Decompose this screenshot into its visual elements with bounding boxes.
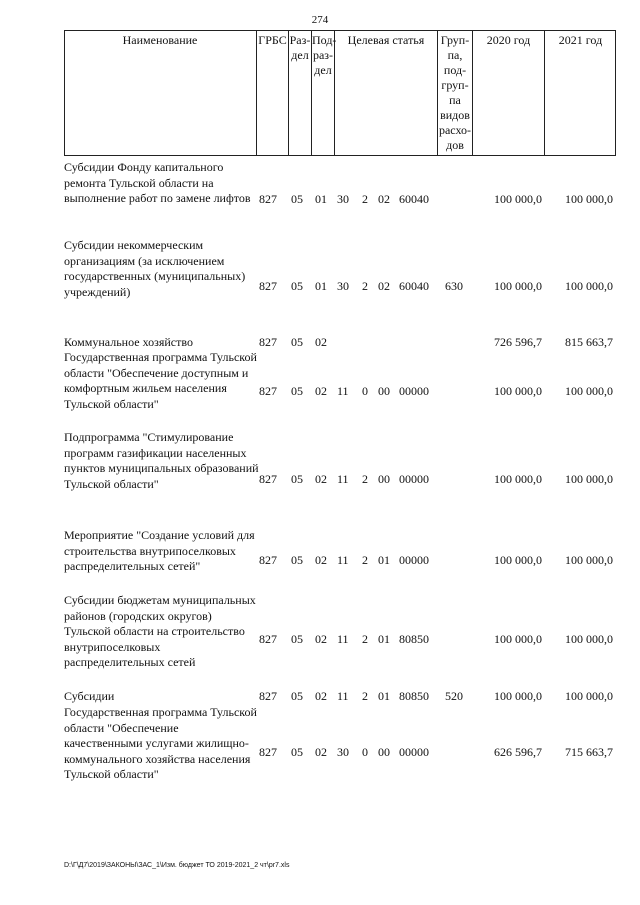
row-razdel: 05 — [291, 335, 303, 349]
row-name: Государственная программа Тульской области "Обеспечение доступным и комфортным жильем населения Тульской области" — [64, 350, 257, 411]
row-podrazdel: 02 — [315, 689, 327, 703]
row-grbs: 827 — [259, 335, 277, 349]
row-target-1: 11 — [337, 472, 349, 486]
row-podrazdel: 01 — [315, 279, 327, 293]
row-grbs: 827 — [259, 472, 277, 486]
row-razdel: 05 — [291, 689, 303, 703]
header-grbs: ГРБС — [256, 30, 288, 156]
row-podrazdel: 01 — [315, 192, 327, 206]
row-target-3: 01 — [378, 632, 390, 646]
table-header — [64, 30, 616, 156]
row-target-3: 02 — [378, 192, 390, 206]
header-target: Целевая статья — [334, 30, 437, 156]
row-name: Субсидии Фонду капитального ремонта Тульской области на выполнение работ по замене лифтов — [64, 160, 251, 205]
row-2021: 100 000,0 — [565, 192, 613, 206]
row-target-3: 00 — [378, 472, 390, 486]
file-path-footer: D:\Г\Д7\2019\ЗАКОНЫ\ЗАС_1\Изм. бюджет ТО 2019-2021_2 чт\pr7.xls — [64, 862, 290, 869]
page-number: 274 — [311, 14, 329, 26]
row-razdel: 05 — [291, 553, 303, 567]
row-2020: 100 000,0 — [494, 689, 542, 703]
row-grbs: 827 — [259, 279, 277, 293]
row-target-3: 01 — [378, 689, 390, 703]
row-target-1: 11 — [337, 689, 349, 703]
row-2021: 100 000,0 — [565, 632, 613, 646]
row-target-2: 2 — [362, 192, 368, 206]
row-target-2: 0 — [362, 384, 368, 398]
row-target-2: 0 — [362, 745, 368, 759]
row-name: Подпрограмма "Стимулирование программ газификации населенных пунктов муниципальных образований Тульской области" — [64, 430, 259, 491]
row-razdel: 05 — [291, 745, 303, 759]
row-target-4: 00000 — [399, 472, 429, 486]
header-razdel: Раз-дел — [288, 30, 311, 156]
row-target-2: 2 — [362, 632, 368, 646]
row-name: Субсидии — [64, 689, 115, 703]
row-target-4: 00000 — [399, 384, 429, 398]
row-2021: 100 000,0 — [565, 472, 613, 486]
row-2021: 815 663,7 — [565, 335, 613, 349]
row-name: Субсидии некоммерческим организациям (за исключением государственных (муниципальных) учреждений) — [64, 238, 246, 299]
row-target-1: 30 — [337, 745, 349, 759]
row-razdel: 05 — [291, 279, 303, 293]
row-grbs: 827 — [259, 745, 277, 759]
row-podrazdel: 02 — [315, 745, 327, 759]
row-2020: 626 596,7 — [494, 745, 542, 759]
row-target-1: 30 — [337, 192, 349, 206]
row-2020: 726 596,7 — [494, 335, 542, 349]
row-name: Мероприятие "Создание условий для строительства внутрипоселковых распределительных сетей" — [64, 528, 255, 573]
row-2021: 100 000,0 — [565, 689, 613, 703]
row-name: Субсидии бюджетам муниципальных районов (городских округов) Тульской области на строительство внутрипоселковых распределительных сетей — [64, 593, 256, 669]
row-target-4: 00000 — [399, 553, 429, 567]
row-2020: 100 000,0 — [494, 279, 542, 293]
row-target-2: 2 — [362, 689, 368, 703]
row-target-3: 02 — [378, 279, 390, 293]
header-group: Груп-па, под-груп-па видов расхо-дов — [437, 30, 472, 156]
row-name: Коммунальное хозяйство — [64, 335, 193, 349]
header-2021: 2021 год — [544, 30, 616, 156]
row-2021: 100 000,0 — [565, 279, 613, 293]
row-group: 630 — [445, 279, 463, 293]
row-podrazdel: 02 — [315, 632, 327, 646]
row-target-4: 60040 — [399, 192, 429, 206]
row-grbs: 827 — [259, 689, 277, 703]
row-2020: 100 000,0 — [494, 192, 542, 206]
row-target-1: 11 — [337, 632, 349, 646]
row-grbs: 827 — [259, 632, 277, 646]
header-podrazdel: Под-раз-дел — [311, 30, 334, 156]
row-razdel: 05 — [291, 632, 303, 646]
row-target-4: 80850 — [399, 632, 429, 646]
row-razdel: 05 — [291, 384, 303, 398]
row-2021: 715 663,7 — [565, 745, 613, 759]
row-target-4: 00000 — [399, 745, 429, 759]
row-target-3: 00 — [378, 384, 390, 398]
row-podrazdel: 02 — [315, 335, 327, 349]
row-podrazdel: 02 — [315, 472, 327, 486]
row-target-2: 2 — [362, 472, 368, 486]
row-podrazdel: 02 — [315, 384, 327, 398]
row-name: Государственная программа Тульской области "Обеспечение качественными услугами жилищно-коммунального хозяйства населения Тульской области" — [64, 705, 257, 781]
row-target-1: 11 — [337, 384, 349, 398]
row-2020: 100 000,0 — [494, 553, 542, 567]
row-grbs: 827 — [259, 553, 277, 567]
row-2020: 100 000,0 — [494, 384, 542, 398]
row-group: 520 — [445, 689, 463, 703]
row-podrazdel: 02 — [315, 553, 327, 567]
row-target-1: 11 — [337, 553, 349, 567]
row-2020: 100 000,0 — [494, 632, 542, 646]
row-target-2: 2 — [362, 553, 368, 567]
row-target-3: 00 — [378, 745, 390, 759]
row-razdel: 05 — [291, 472, 303, 486]
header-name: Наименование — [122, 33, 198, 47]
row-target-4: 80850 — [399, 689, 429, 703]
row-target-1: 30 — [337, 279, 349, 293]
row-grbs: 827 — [259, 192, 277, 206]
header-2020: 2020 год — [472, 30, 544, 156]
row-target-3: 01 — [378, 553, 390, 567]
row-grbs: 827 — [259, 384, 277, 398]
row-2020: 100 000,0 — [494, 472, 542, 486]
row-2021: 100 000,0 — [565, 384, 613, 398]
row-target-2: 2 — [362, 279, 368, 293]
row-target-4: 60040 — [399, 279, 429, 293]
row-razdel: 05 — [291, 192, 303, 206]
row-2021: 100 000,0 — [565, 553, 613, 567]
